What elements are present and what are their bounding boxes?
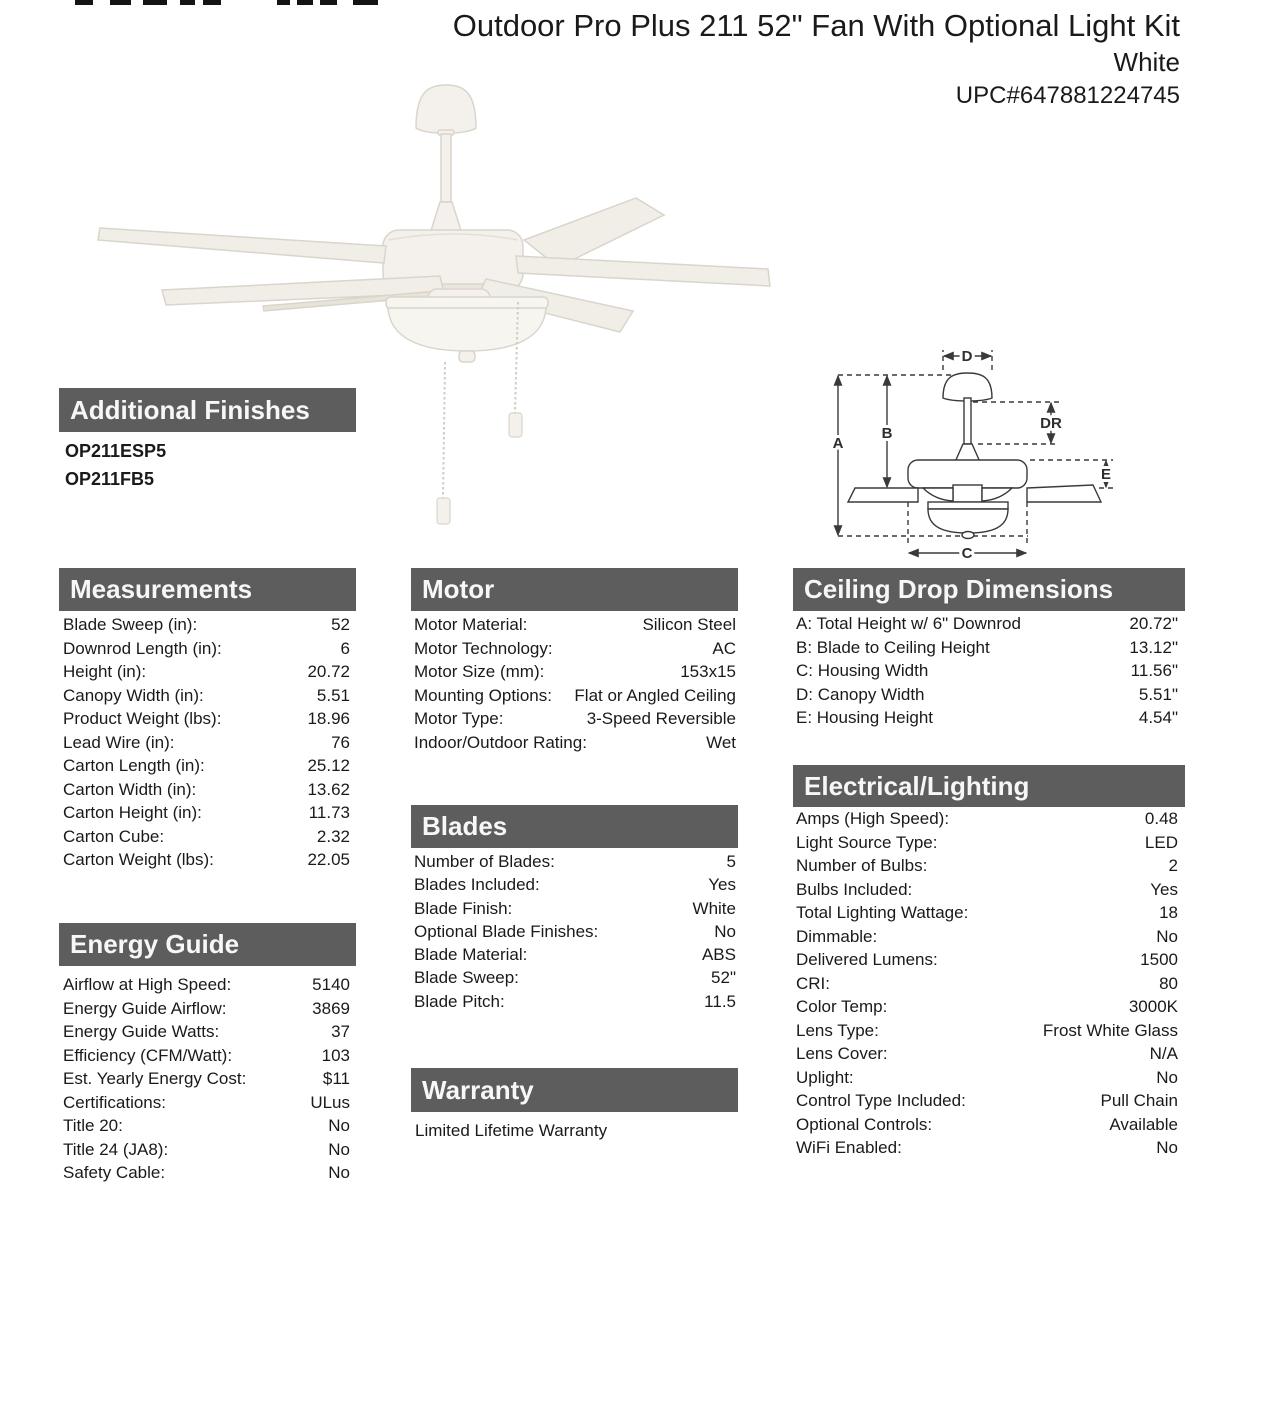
spec-value: 3869: [312, 998, 350, 1018]
spec-value: No: [328, 1116, 350, 1135]
spec-row: [796, 1136, 1178, 1160]
motor-table: [414, 613, 736, 754]
spec-label: Title 24 (JA8):: [63, 1139, 169, 1159]
spec-label: Number of Bulbs:: [796, 856, 928, 875]
spec-row: [63, 637, 350, 661]
spec-row: [63, 1020, 350, 1044]
cropped-text-artifact: [75, 0, 385, 6]
spec-label: Height (in):: [63, 662, 147, 681]
spec-value: 11.5: [704, 991, 736, 1011]
dim-label-b: B: [881, 425, 893, 442]
spec-label: Product Weight (lbs):: [63, 709, 222, 728]
spec-value: LED: [1144, 832, 1178, 852]
spec-value: No: [1156, 1138, 1178, 1157]
spec-row: [414, 897, 736, 920]
spec-row: [414, 707, 736, 731]
spec-value: 3-Speed Reversible: [586, 709, 736, 728]
spec-value: Yes: [708, 875, 736, 895]
page-title: Outdoor Pro Plus 211 52" Fan With Optional Light Kit: [452, 8, 1180, 43]
spec-label: Light Source Type:: [796, 832, 938, 852]
spec-label: Uplight:: [796, 1067, 854, 1087]
spec-label: Certifications:: [63, 1092, 166, 1112]
spec-row: [414, 920, 736, 943]
finish-item: OP211FB5: [65, 469, 155, 489]
spec-label: Optional Controls:: [796, 1114, 933, 1134]
spec-value: 153x15: [680, 662, 736, 681]
spec-value: 3000K: [1128, 997, 1178, 1016]
spec-value: No: [1156, 1067, 1178, 1087]
spec-row: [63, 801, 350, 825]
section-header-warranty: Warranty: [411, 1068, 738, 1112]
spec-row: [414, 873, 736, 896]
spec-row: [796, 925, 1178, 949]
spec-row: [63, 707, 350, 731]
spec-value: 2.32: [316, 826, 350, 846]
spec-value: AC: [712, 638, 736, 658]
spec-value: No: [1156, 926, 1178, 946]
section-header-ceiling-drop-dimensions: Ceiling Drop Dimensions: [793, 568, 1185, 611]
spec-label: Delivered Lumens:: [796, 950, 938, 969]
spec-label: Mounting Options:: [414, 685, 552, 705]
spec-row: [414, 637, 736, 661]
spec-row: [414, 660, 736, 684]
spec-label: Efficiency (CFM/Watt):: [63, 1045, 233, 1065]
spec-label: Canopy Width (in):: [63, 685, 204, 705]
spec-label: Lens Cover:: [796, 1044, 888, 1063]
spec-label: Blade Finish:: [414, 898, 513, 918]
spec-label: Color Temp:: [796, 997, 888, 1016]
spec-label: Blade Material:: [414, 945, 528, 965]
spec-label: Carton Cube:: [63, 826, 165, 846]
spec-label: Motor Size (mm):: [414, 662, 545, 681]
spec-value: 76: [331, 732, 350, 752]
spec-value: Flat or Angled Ceiling: [574, 685, 736, 705]
spec-row: [796, 878, 1178, 902]
spec-label: Amps (High Speed):: [796, 809, 950, 828]
spec-row: [63, 848, 350, 872]
spec-value: 2: [1168, 856, 1178, 875]
spec-row: [63, 825, 350, 849]
spec-value: Frost White Glass: [1042, 1020, 1178, 1040]
spec-label: Motor Type:: [414, 709, 504, 728]
fan-blade: [516, 256, 770, 286]
spec-label: Blades Included:: [414, 875, 540, 895]
spec-label: Indoor/Outdoor Rating:: [414, 732, 587, 752]
spec-value: Available: [1109, 1114, 1178, 1134]
spec-value: 18.96: [307, 709, 350, 728]
spec-row: [63, 684, 350, 708]
section-header-energy-guide: Energy Guide: [59, 923, 356, 966]
spec-value: 11.56": [1130, 661, 1178, 680]
spec-row: [63, 731, 350, 755]
spec-row: [63, 1161, 350, 1185]
spec-value: 52: [331, 615, 350, 634]
spec-label: A: Total Height w/ 6" Downrod: [796, 614, 1021, 633]
spec-label: C: Housing Width: [796, 661, 929, 680]
spec-value: ULus: [310, 1092, 350, 1112]
additional-finishes-list: [65, 437, 345, 493]
spec-label: WiFi Enabled:: [796, 1138, 902, 1157]
spec-value: White: [692, 898, 736, 918]
section-header-additional-finishes: Additional Finishes: [59, 388, 356, 432]
section-header-measurements: Measurements: [59, 568, 356, 611]
spec-label: Optional Blade Finishes:: [414, 921, 599, 941]
spec-row: [796, 683, 1178, 707]
spec-label: Lens Type:: [796, 1020, 879, 1040]
spec-label: Motor Technology:: [414, 638, 553, 658]
warranty-text: Limited Lifetime Warranty: [415, 1121, 608, 1140]
spec-row: [414, 684, 736, 708]
dim-label-dr: DR: [1040, 415, 1062, 432]
spec-value: 5140: [312, 975, 350, 994]
spec-row: [414, 613, 736, 637]
spec-label: B: Blade to Ceiling Height: [796, 637, 990, 657]
spec-value: 52": [711, 968, 736, 988]
energy-guide-table: [63, 973, 350, 1185]
spec-row: [796, 1042, 1178, 1066]
spec-row: [796, 854, 1178, 878]
spec-label: Airflow at High Speed:: [63, 975, 232, 994]
dim-label-e: E: [1100, 466, 1112, 483]
spec-label: Total Lighting Wattage:: [796, 903, 969, 922]
finish-item: OP211ESP5: [65, 441, 167, 461]
spec-label: E: Housing Height: [796, 708, 934, 727]
spec-row: [414, 943, 736, 966]
spec-value: 5.51: [316, 685, 350, 705]
spec-value: 5: [726, 852, 736, 871]
spec-label: Est. Yearly Energy Cost:: [63, 1069, 247, 1088]
spec-value: N/A: [1149, 1044, 1178, 1063]
spec-label: Dimmable:: [796, 926, 878, 946]
spec-label: CRI:: [796, 973, 830, 993]
spec-label: Lead Wire (in):: [63, 732, 175, 752]
dim-label-a: A: [832, 435, 844, 452]
spec-row: [796, 901, 1178, 925]
spec-label: Carton Height (in):: [63, 803, 202, 822]
section-header-blades: Blades: [411, 805, 738, 848]
spec-label: Title 20:: [63, 1116, 123, 1135]
fan-light-bowl: [388, 308, 546, 351]
spec-label: Carton Width (in):: [63, 779, 197, 799]
spec-row: [796, 659, 1178, 683]
spec-value: 20.72": [1129, 614, 1178, 633]
spec-value: 103: [321, 1045, 350, 1065]
ceiling-drop-diagram: [815, 340, 1165, 565]
section-header-motor: Motor: [411, 568, 738, 611]
spec-row: [63, 997, 350, 1021]
spec-row: [63, 1044, 350, 1068]
spec-value: 25.12: [307, 756, 350, 775]
spec-value: 0.48: [1144, 809, 1178, 828]
fan-downrod: [441, 134, 451, 202]
spec-label: Safety Cable:: [63, 1163, 166, 1182]
spec-label: Blade Sweep:: [414, 968, 519, 988]
spec-value: 4.54": [1138, 708, 1178, 727]
spec-row: [63, 613, 350, 637]
spec-row: [414, 966, 736, 989]
spec-row: [796, 948, 1178, 972]
spec-label: Control Type Included:: [796, 1091, 966, 1110]
spec-row: [414, 731, 736, 755]
dim-label-c: C: [961, 545, 973, 562]
spec-value: 6: [340, 638, 350, 658]
spec-row: [796, 831, 1178, 855]
spec-row: [63, 973, 350, 997]
spec-value: 13.62: [307, 779, 350, 799]
spec-value: 22.05: [307, 850, 350, 869]
spec-label: D: Canopy Width: [796, 684, 925, 704]
spec-label: Carton Weight (lbs):: [63, 850, 214, 869]
spec-value: Silicon Steel: [642, 615, 736, 634]
spec-row: [796, 995, 1178, 1019]
spec-value: No: [714, 921, 736, 941]
spec-value: 20.72: [307, 662, 350, 681]
spec-row: [63, 1067, 350, 1091]
spec-label: Carton Length (in):: [63, 756, 205, 775]
spec-value: No: [328, 1139, 350, 1159]
spec-row: [63, 660, 350, 684]
spec-row: [63, 754, 350, 778]
spec-value: 1500: [1140, 950, 1178, 969]
spec-label: Motor Material:: [414, 615, 528, 634]
dim-label-d: D: [961, 348, 973, 365]
spec-value: $11: [322, 1069, 350, 1088]
spec-row: [796, 612, 1178, 636]
ceiling-drop-table: [796, 612, 1178, 730]
spec-label: Number of Blades:: [414, 852, 555, 871]
spec-label: Energy Guide Airflow:: [63, 998, 227, 1018]
spec-value: 11.73: [308, 803, 350, 822]
measurements-table: [63, 613, 350, 872]
spec-row: [796, 1089, 1178, 1113]
section-header-electrical-lighting: Electrical/Lighting: [793, 765, 1185, 807]
spec-value: Wet: [706, 732, 736, 752]
spec-label: Bulbs Included:: [796, 879, 913, 899]
spec-row: [63, 1091, 350, 1115]
spec-row: [796, 706, 1178, 730]
spec-row: [414, 990, 736, 1013]
spec-value: No: [328, 1163, 350, 1182]
spec-value: 18: [1159, 903, 1178, 922]
spec-label: Blade Pitch:: [414, 991, 505, 1011]
spec-value: Yes: [1150, 879, 1178, 899]
spec-row: [796, 972, 1178, 996]
spec-row: [796, 1019, 1178, 1043]
spec-row: [796, 1066, 1178, 1090]
spec-row: [63, 1114, 350, 1138]
spec-row: [63, 1138, 350, 1162]
spec-value: Pull Chain: [1100, 1091, 1178, 1110]
electrical-lighting-table: [796, 807, 1178, 1160]
spec-value: ABS: [701, 945, 736, 965]
spec-value: 5.51": [1138, 684, 1178, 704]
fan-canopy: [416, 85, 476, 133]
finish-name: White: [1113, 47, 1180, 77]
spec-row: [796, 636, 1178, 660]
spec-value: 37: [331, 1022, 350, 1041]
fan-pull-chain: [443, 362, 445, 498]
spec-label: Energy Guide Watts:: [63, 1022, 220, 1041]
fan-blade: [98, 228, 386, 263]
blades-table: [414, 850, 736, 1013]
spec-row: [796, 807, 1178, 831]
spec-row: [63, 778, 350, 802]
fan-blade: [524, 198, 664, 267]
spec-label: Blade Sweep (in):: [63, 615, 198, 634]
spec-label: Downrod Length (in):: [63, 638, 222, 658]
spec-row: [414, 850, 736, 873]
spec-value: 80: [1159, 973, 1178, 993]
spec-row: [796, 1113, 1178, 1137]
upc-code: UPC#647881224745: [955, 82, 1180, 109]
spec-value: 13.12": [1129, 637, 1178, 657]
